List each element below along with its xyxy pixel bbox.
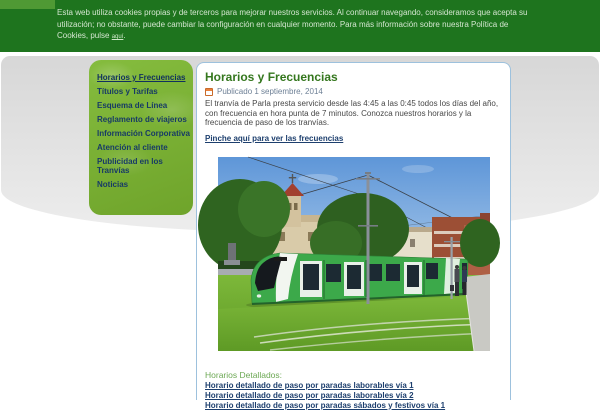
publish-row <box>205 86 502 97</box>
schedule-link-sabados-festivos-via-1[interactable]: Horario detallado de paso por paradas sábados y festivos vía 1 <box>205 400 446 410</box>
sidebar-item-informacion-corporativa[interactable]: Información Corporativa <box>97 129 190 138</box>
page-title: Horarios y Frecuencias <box>205 70 338 84</box>
sidebar-item-titulos-y-tarifas[interactable]: Títulos y Tarifas <box>97 87 158 96</box>
banner-corner-accent <box>0 0 55 9</box>
schedule-links <box>205 381 502 411</box>
sidebar-item-atencion-al-cliente[interactable]: Atención al cliente <box>97 143 168 152</box>
cookie-banner <box>0 0 600 52</box>
tram-photo <box>218 157 490 351</box>
sidebar-item-reglamento-de-viajeros[interactable]: Reglamento de viajeros <box>97 115 187 124</box>
article-body: El tranvía de Parla presta servicio desde las 4:45 a las 0:45 todos los días del año, con frecuencia en hora punta de 7 minutos. Conozca nuestros horarios y la frecuencia de paso de los tranvías. <box>205 99 499 127</box>
sidebar-item-noticias[interactable]: Noticias <box>97 180 129 189</box>
cookie-aqui-link[interactable]: aquí <box>111 34 124 40</box>
cookie-message: Esta web utiliza cookies propias y de terceros para mejorar nuestros servicios. Al continuar navegando, consideramos que acepta su utilización; no obstante, puede cambiar la configuración en cualquier momento. Para más información sobre nuestra Política de Cookies, pulse <box>57 8 528 40</box>
sidebar-nav <box>89 60 193 215</box>
sidebar-item-publicidad-en-los-tranvias[interactable]: Publicidad en los Tranvías <box>97 157 163 175</box>
frequencies-link[interactable]: Pinche aquí para ver las frecuencias <box>205 133 344 143</box>
schedules-heading: Horarios Detallados: <box>205 369 283 380</box>
schedule-link-laborables-via-1[interactable]: Horario detallado de paso por paradas laborables vía 1 <box>205 380 414 390</box>
cookie-text <box>57 7 529 44</box>
calendar-icon <box>205 88 213 96</box>
sidebar-item-horarios-y-frecuencias[interactable]: Horarios y Frecuencias <box>97 73 186 82</box>
schedule-link-laborables-via-2[interactable]: Horario detallado de paso por paradas laborables vía 2 <box>205 390 414 400</box>
cookie-message-suffix: . <box>123 31 126 40</box>
sidebar-item-esquema-de-linea[interactable]: Esquema de Línea <box>97 101 168 110</box>
content-card <box>196 62 511 410</box>
publish-date: Publicado 1 septiembre, 2014 <box>217 87 323 96</box>
